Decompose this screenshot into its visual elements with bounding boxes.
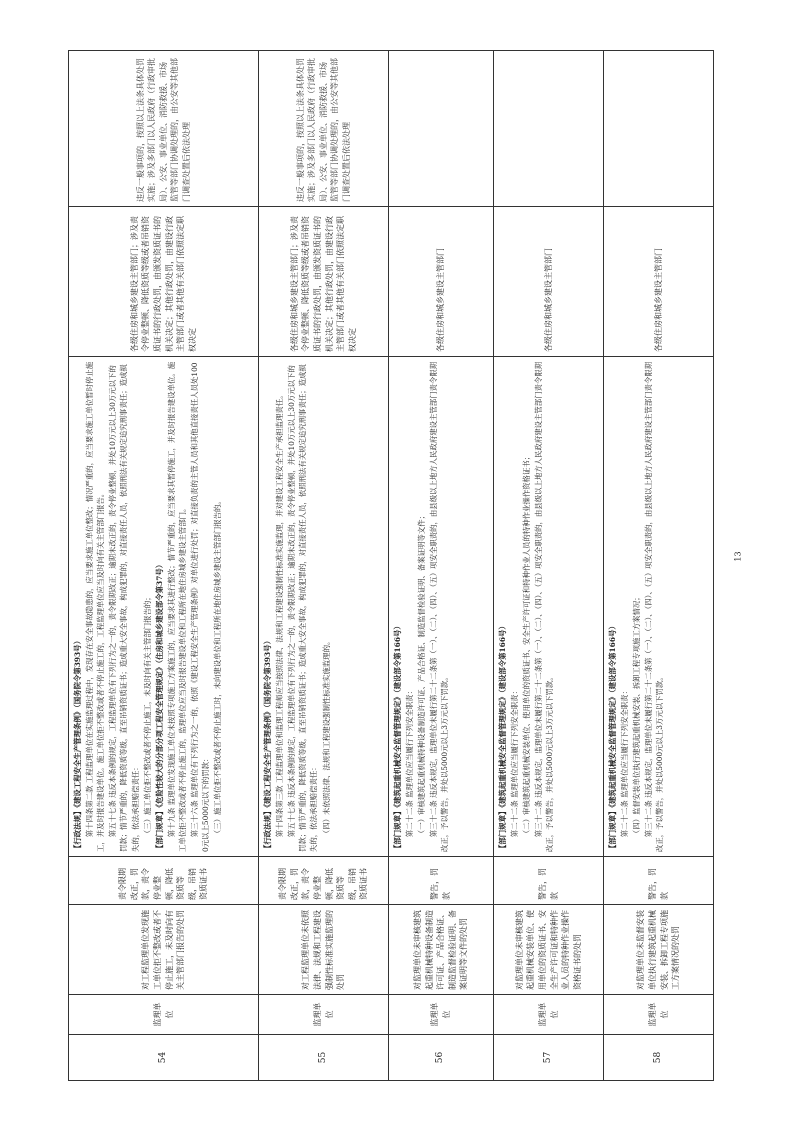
penalty-type: 警告，罚款 [494,857,604,905]
law-article: （四）未依照法律、法规和工程建设强制性标准实施监理的。 [321,637,331,838]
law-article: 第三十二条 违反本规定，监理单位未履行第二十二条第（一）、（二）、（四）、（五）项安全职责的，由县级以上地方人民政府建设主管部门责令限期改正，予以警告，并处以5000元以上3万元以下罚款。 [429,361,450,852]
table-row [259,51,389,1081]
law-source-heading: 【部门规章】《建筑起重机械安全监督管理规定》（建设部令第166号） [393,622,402,852]
table-row [69,51,259,1081]
subject-unit: 监理单位 [494,995,604,1035]
table-row [604,51,714,1081]
discretion-standard [389,51,494,207]
penalty-item: 对工程监理单位发现施工单位拒不整改或者不停止施工，未及时向有关主管部门报告的处罚 [69,905,259,995]
law-article: 第三十二条 违反本规定，监理单位未履行第二十二条第（一）、（二）、（四）、（五）项安全职责的，由县级以上地方人民政府建设主管部门责令限期改正，予以警告，并处以5000元以上3万元以下罚款。 [534,361,555,852]
row-number: 55 [259,1035,389,1081]
legal-basis-text [262,361,332,852]
page-number: 13 [733,551,743,562]
law-article: 第二十二条 监理单位应当履行下列安全职责： [620,687,630,838]
discretion-standard [604,51,714,207]
legal-basis-text [72,361,223,852]
rotated-table-sheet [68,51,713,1081]
enforcement-department: 各级住房和城乡建设主管部门；涉及责令停业整顿、降低资质等级或者吊销资质证书的行政处罚，由颁发资质证书的机关决定；其他行政处罚，由建设行政主管部门或者其他有关部门依照法定职权决定 [259,207,389,357]
subject-unit: 监理单位 [604,995,714,1035]
legal-basis-text [607,361,666,852]
law-article: （三）施工单位拒不整改或者不停止施工，未及时向有关主管部门报告的； [142,593,152,838]
discretion-standard: 违反一般事项的，按照以上法条具体处罚实施；涉及多部门以人民政府（行政审批局）、公安、事业单位、消防救援、市场监管等部门协调处理的，由公安等其他部门调查处置后依法处理 [69,51,259,207]
law-source-heading: 【部门规章】《危险性较大的分部分项工程安全管理规定》（住房和城乡建设部令第37号） [154,560,164,852]
enforcement-department: 各级住房和城乡建设主管部门 [604,207,714,357]
law-source-heading: 【部门规章】《建筑起重机械安全监督管理规定》（建设部令第166号） [608,622,617,852]
law-article: 第五十七条 违反本条例的规定，工程监理单位有下列行为之一的，责令限期改正；逾期未改正的，责令停业整顿，并处10万元以上30万元以下的罚款；情节严重的，降低资质等级，直至吊销资质证书；造成重大安全事故，构成犯罪的，对直接责任人员，依照刑法有关规定追究刑事责任；造成损失的，依法承担赔偿责任： [108,364,140,852]
law-article: （二）审核建筑起重机械安装单位、使用单位的资质证书、安全生产许可证和特种作业人员的特种作业操作资格证书； [522,452,532,838]
legal-basis-text [392,361,451,852]
law-article: （四）监督安装单位执行建筑起重机械安装、拆卸工程专项施工方案情况； [632,593,642,838]
penalty-item: 对监理单位未监督安装单位执行建筑起重机械安装、拆卸工程专项施工方案情况的处罚 [604,905,714,995]
law-source-heading: 【部门规章】《建筑起重机械安全监督管理规定》（建设部令第166号） [498,622,507,852]
penalty-type: 警告，罚款 [389,857,494,905]
law-article: 第三十二条 违反本规定，监理单位未履行第二十二条第（一）、（二）、（四）、（五）项安全职责的，由县级以上地方人民政府建设主管部门责令限期改正，予以警告，并处以5000元以上3万元以下罚款。 [644,361,665,852]
legal-basis [389,357,494,857]
table-row [494,51,604,1081]
enforcement-department: 各级住房和城乡建设主管部门 [389,207,494,357]
law-article: 第十九条 监理单位发现施工单位未按照专项施工方案施工的，应当要求其进行整改；情节严重的，应当要求其暂停施工，并及时报告建设单位。施工单位拒不整改或者不停止施工的，监理单位应当及时报告建设单位和工程所在地住房城乡建设主管部门。 [166,361,187,852]
penalty-type: 责令限期改正，罚款，责令停业整顿，降低资质等级，吊销资质证书 [69,857,259,905]
law-article: 第十四条第三款 工程监理单位和监理工程师应当按照法律、法规和工程建设强制性标准实施监理，并对建设工程安全生产承担监理责任。 [275,391,285,838]
discretion-standard: 违反一般事项的，按照以上法条具体处罚实施；涉及多部门以人民政府（行政审批局）、公安、事业单位、消防救援、市场监管等部门协调处理的，由公安等其他部门调查处置后依法处理 [259,51,389,207]
enforcement-department: 各级住房和城乡建设主管部门；涉及责令停业整顿、降低资质等级或者吊销资质证书的行政处罚，由颁发资质证书的机关决定；其他行政处罚，由建设行政主管部门或者其他有关部门依照法定职权决定 [69,207,259,357]
legal-basis [494,357,604,857]
legal-basis-text [497,361,556,852]
penalty-table [68,50,714,1081]
discretion-standard [494,51,604,207]
penalty-type: 警告，罚款 [604,857,714,905]
law-article: 第二十二条 监理单位应当履行下列安全职责： [405,687,415,838]
law-article: （一）审核建筑起重机械特种设备制造许可证、产品合格证、制造监督检验证明、备案证明等文件； [417,512,427,838]
penalty-item: 对监理单位未审核建筑起重机械特种设备制造许可证、产品合格证、制造监督检验证明、备案证明等文件的处罚 [389,905,494,995]
penalty-type: 责令限期改正，罚款，责令停业整顿，降低资质等级，吊销资质证书 [259,857,389,905]
law-source-heading: 【行政法规】《建设工程安全生产管理条例》（国务院令第393号） [263,637,272,852]
subject-unit: 监理单位 [259,995,389,1035]
legal-basis [259,357,389,857]
legal-basis [604,357,714,857]
subject-unit: 监理单位 [389,995,494,1035]
law-source-heading: 【行政法规】《建设工程安全生产管理条例》（国务院令第393号） [73,637,82,852]
penalty-item: 对监理单位未审核建筑起重机械安装单位、使用单位的资质证书、安全生产许可证和特种作业人员的特种作业操作资格证书的处罚 [494,905,604,995]
law-article: 第二十二条 监理单位应当履行下列安全职责： [510,687,520,838]
table-row [389,51,494,1081]
law-article: 第五十七条 违反本条例的规定，工程监理单位有下列行为之一的，责令限期改正；逾期未改正的，责令停业整顿，并处10万元以上30万元以下的罚款；情节严重的，降低资质等级，直至吊销资质证书；造成重大安全事故，构成犯罪的，对直接责任人员，依照刑法有关规定追究刑事责任；造成损失的，依法承担赔偿责任： [287,364,319,852]
law-article: 第十四条第二款 工程监理单位在实施监理过程中，发现存在安全事故隐患的，应当要求施工单位整改；情况严重的，应当要求施工单位暂时停止施工，并及时报告建设单位。施工单位拒不整改或者不停止施工的，工程监理单位应当及时向有关主管部门报告。 [85,361,106,852]
enforcement-department: 各级住房和城乡建设主管部门 [494,207,604,357]
law-article: （三）施工单位拒不整改或者不停止施工时，未向建设单位和工程所在地住房城乡建设主管部门报告的。 [213,497,223,838]
row-number: 56 [389,1035,494,1081]
row-number: 57 [494,1035,604,1081]
row-number: 58 [604,1035,714,1081]
subject-unit: 监理单位 [69,995,259,1035]
row-number: 54 [69,1035,259,1081]
law-article: 第三十六条 监理单位有下列行为之一的，依照《建设工程安全生产管理条例》对单位进行处罚；对直接负责的主管人员和其他直接责任人员处1000元以上5000元以下的罚款： [190,362,211,852]
penalty-item: 对工程监理单位未依照法律、法规和工程建设强制性标准实施监理的处罚 [259,905,389,995]
legal-basis [69,357,259,857]
